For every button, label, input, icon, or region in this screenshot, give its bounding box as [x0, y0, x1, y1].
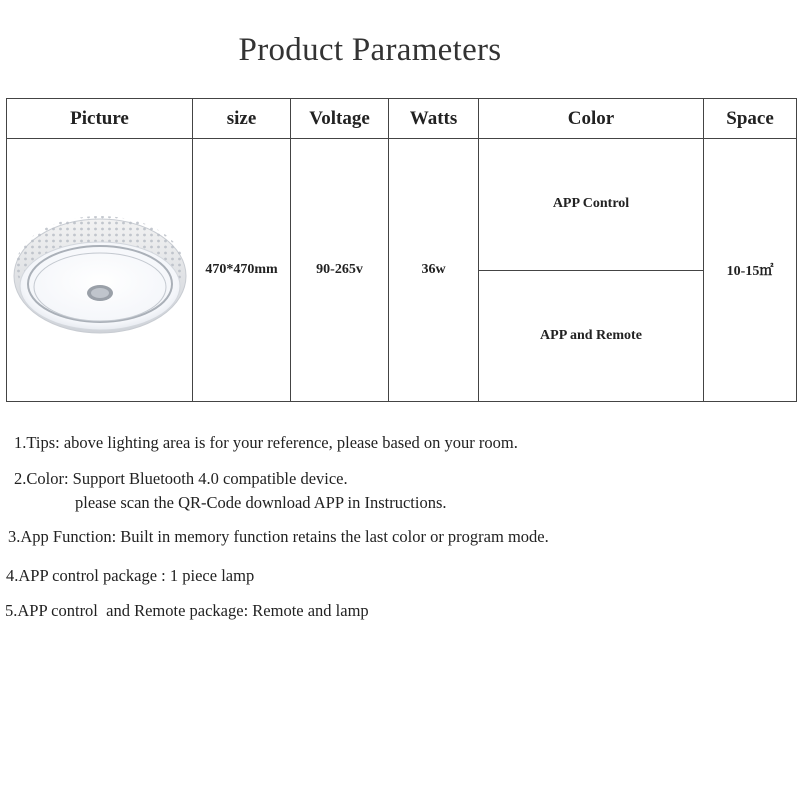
note-app-function: 3.App Function: Built in memory function retains the last color or program mode. — [8, 527, 549, 546]
header-picture: Picture — [7, 99, 193, 139]
note-color-qr: please scan the QR-Code download APP in Instructions. — [75, 493, 447, 512]
header-space: Space — [704, 99, 797, 139]
note-color: 2.Color: Support Bluetooth 4.0 compatible device. — [14, 469, 348, 488]
header-watts: Watts — [389, 99, 479, 139]
voltage-value: 90-265v — [291, 139, 389, 402]
header-size: size — [193, 99, 291, 139]
watts-value: 36w — [389, 139, 479, 402]
space-value: 10-15㎡ — [704, 139, 797, 402]
page-title: Product Parameters — [238, 32, 502, 68]
header-color: Color — [479, 99, 704, 139]
note-tips: 1.Tips: above lighting area is for your reference, please based on your room. — [14, 433, 518, 452]
note-remote-package: 5.APP control and Remote package: Remote and lamp — [5, 601, 369, 620]
color-option-app-and-remote: APP and Remote — [479, 270, 704, 401]
note-app-package: 4.APP control package : 1 piece lamp — [6, 566, 255, 585]
size-value: 470*470mm — [193, 139, 291, 402]
header-voltage: Voltage — [291, 99, 389, 139]
color-option-app-control: APP Control — [479, 139, 704, 270]
